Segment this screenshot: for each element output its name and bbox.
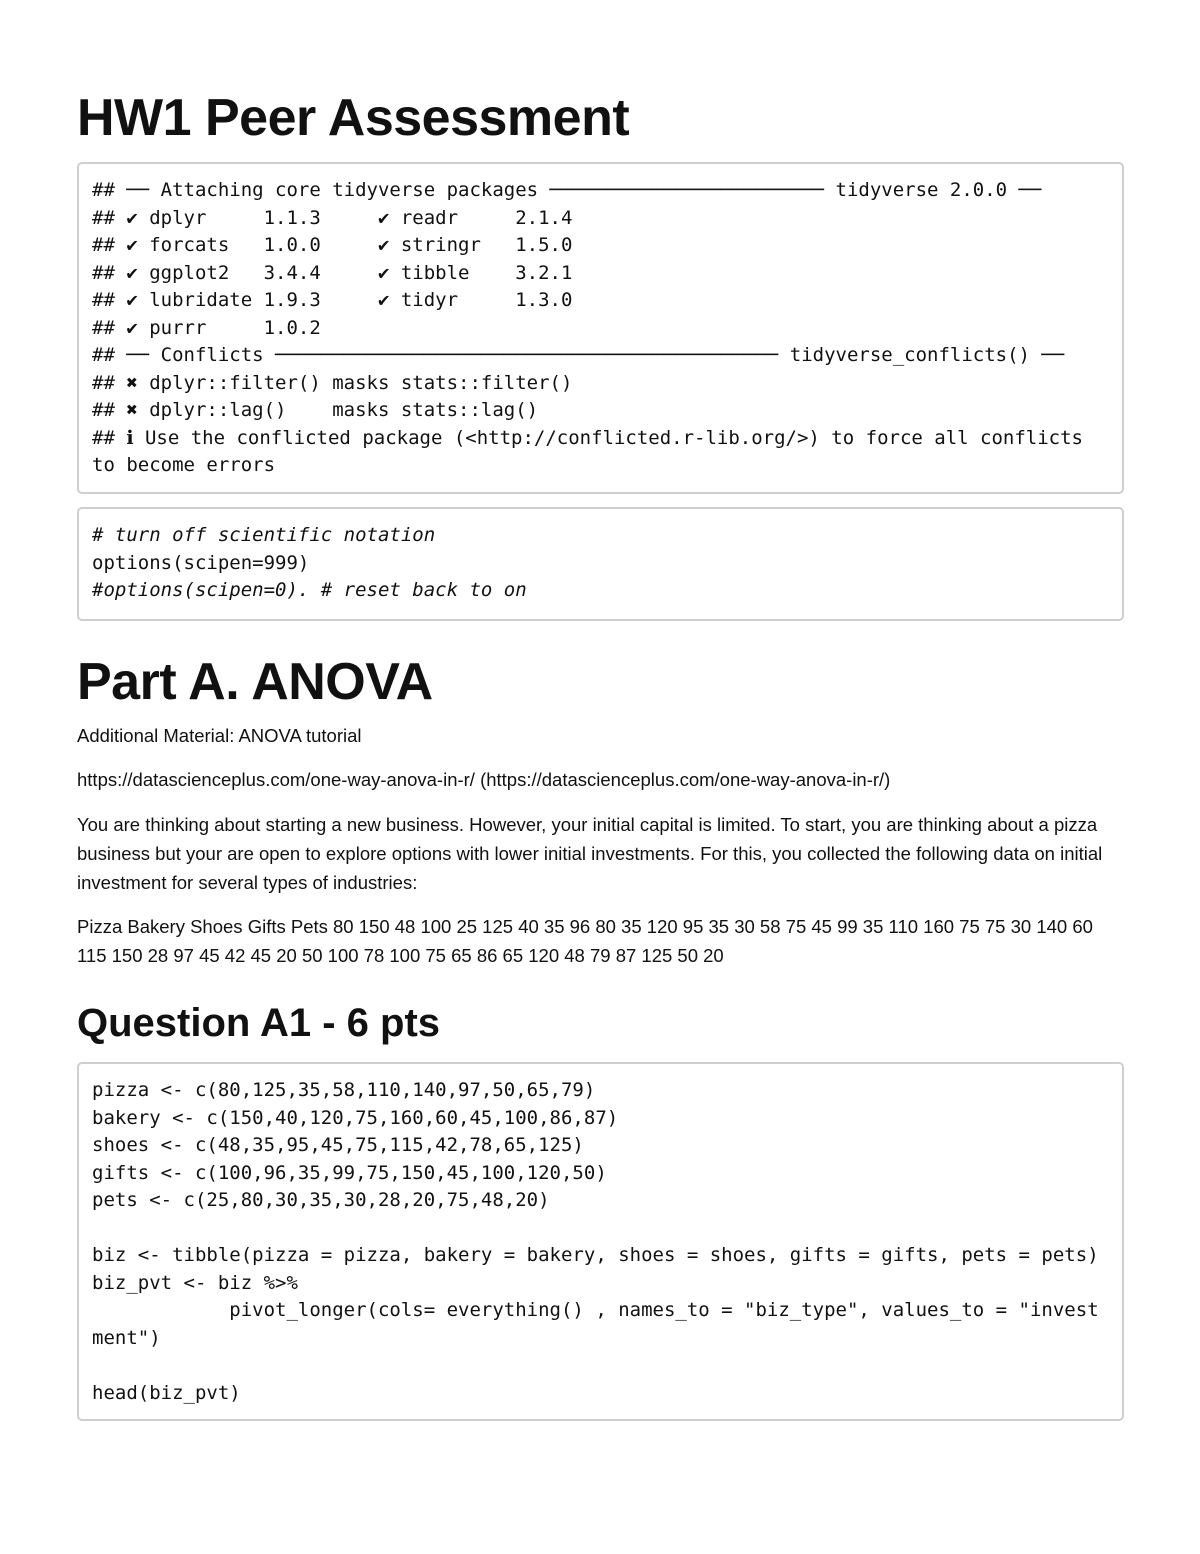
intro-paragraph: You are thinking about starting a new business. However, your initial capital is limited. To start, you are thinking about a pizza business but your are open to explore options with lower initial investments. For this, you collected the following data on initial investment for several types of industries:: [77, 814, 1103, 893]
output-line: ## ✔ forcats 1.0.0 ✔ stringr 1.5.0: [92, 234, 573, 256]
code-line: pivot_longer(cols= everything() , names_to = "biz_type", values_to = "invest: [92, 1299, 1099, 1321]
additional-material-text: Additional Material: ANOVA tutorial: [77, 725, 362, 746]
output-line: ## ✔ ggplot2 3.4.4 ✔ tibble 3.2.1: [92, 261, 573, 284]
output-line: ## ✔ purrr 1.0.2: [92, 316, 321, 339]
code-line: shoes <- c(48,35,95,45,75,115,42,78,65,125): [92, 1134, 584, 1156]
question-a1-heading: Question A1 - 6 pts: [77, 1001, 441, 1045]
question-a1-code: [92, 1077, 1109, 1407]
code-comment: #options(scipen=0). # reset back to on: [92, 579, 527, 601]
code-line: options(scipen=999): [92, 551, 310, 574]
code-line: head(biz_pvt): [92, 1381, 241, 1404]
page-title: HW1 Peer Assessment: [77, 89, 630, 147]
output-line: ## ✔ dplyr 1.1.3 ✔ readr 2.1.4: [92, 206, 573, 229]
options-code-block: [77, 507, 1124, 621]
output-line: ## ── Attaching core tidyverse packages ──────────────────────── tidyverse 2.0.0 ──: [92, 179, 1042, 201]
tidyverse-output: [92, 177, 1109, 480]
code-comment: # turn off scientific notation: [92, 524, 436, 546]
output-line: ## ✖ dplyr::lag() masks stats::lag(): [92, 399, 539, 421]
output-line: ## ── Conflicts ──────────────────────────────────────────── tidyverse_conflicts() ──: [92, 344, 1065, 366]
tidyverse-output-block: [77, 162, 1124, 494]
code-line: pizza <- c(80,125,35,58,110,140,97,50,65,79): [92, 1079, 596, 1101]
tutorial-link[interactable]: https://datascienceplus.com/one-way-anova-in-r/ (https://datascienceplus.com/one-way-anova-in-r/): [77, 769, 891, 790]
output-line: ## ℹ Use the conflicted package (<http://conflicted.r-lib.org/>) to force all conflicts: [92, 426, 1083, 449]
output-line: ## ✔ lubridate 1.9.3 ✔ tidyr 1.3.0: [92, 289, 573, 311]
options-code: [92, 522, 1109, 605]
investment-data-paragraph: Pizza Bakery Shoes Gifts Pets 80 150 48 100 25 125 40 35 96 80 35 120 95 35 30 58 75 45 99 35 110 160 75 75 30 140 60 115 150 28 97 45 42 45 20 50 100 78 100 75 65 86 65 120 48 79 87 125 50 20: [77, 916, 1093, 966]
code-line: ment"): [92, 1326, 161, 1349]
part-a-heading: Part A. ANOVA: [77, 653, 433, 711]
code-line: pets <- c(25,80,30,35,30,28,20,75,48,20): [92, 1189, 550, 1211]
output-line: to become errors: [92, 454, 276, 476]
question-a1-code-block: [77, 1062, 1124, 1421]
code-line: biz_pvt <- biz %>%: [92, 1271, 298, 1294]
code-line: bakery <- c(150,40,120,75,160,60,45,100,86,87): [92, 1106, 619, 1129]
code-line: biz <- tibble(pizza = pizza, bakery = bakery, shoes = shoes, gifts = gifts, pets = pets): [92, 1244, 1099, 1266]
code-line: gifts <- c(100,96,35,99,75,150,45,100,120,50): [92, 1161, 607, 1184]
output-line: ## ✖ dplyr::filter() masks stats::filter(): [92, 371, 573, 394]
